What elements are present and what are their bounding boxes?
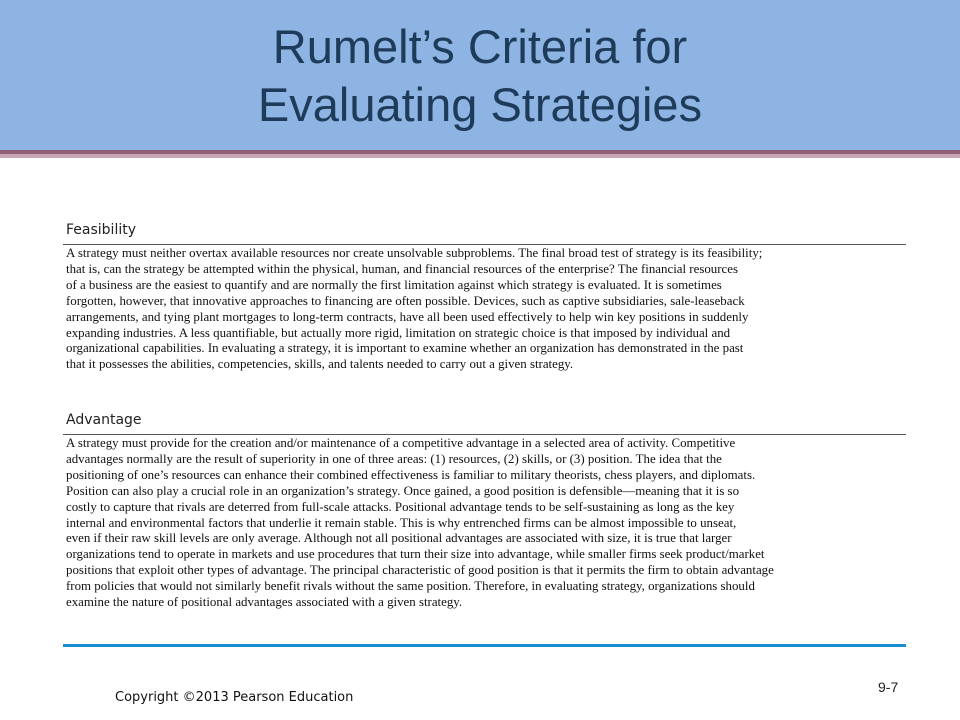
section-body	[63, 436, 906, 611]
title-banner-rule-light	[0, 154, 960, 158]
section-heading: Feasibility	[66, 222, 136, 238]
body-line: examine the nature of positional advantages associated with a given strategy.	[66, 595, 463, 610]
body-line: organizations tend to operate in markets and use procedures that turn their size into advantage, while smaller firms seek product/market	[66, 547, 765, 562]
section-divider	[63, 244, 906, 245]
body-line: internal and environmental factors that underlie it remain stable. This is why entrenched firms can be almost impossible to unseat,	[66, 515, 737, 530]
table-bottom-rule	[63, 644, 906, 647]
section-heading: Advantage	[66, 412, 142, 428]
body-line: positioning of one’s resources can enhance their combined effectiveness is familiar to military theorists, chess players, and diplomats.	[66, 467, 756, 482]
body-line: positions that exploit other types of advantage. The principal characteristic of good position is that it permits the firm to obtain advantage	[66, 563, 774, 578]
section-divider	[63, 434, 906, 435]
body-line: advantages normally are the result of superiority in one of three areas: (1) resources, (2) skills, or (3) position. The idea that the	[66, 451, 722, 466]
page-number: 9-7	[878, 679, 899, 695]
body-line: A strategy must provide for the creation and/or maintenance of a competitive advantage in a selected area of activity. Competitive	[66, 436, 736, 450]
body-line: even if their raw skill levels are only average. Although not all positional advantages are associated with size, it is true that larger	[66, 531, 732, 546]
body-line: costly to capture that rivals are deterred from full-scale attacks. Positional advantage tends to be self-sustaining as long as the key	[66, 499, 735, 514]
body-line: that it possesses the abilities, competencies, skills, and talents needed to carry out a given strategy.	[66, 357, 574, 372]
body-line: from policies that would not similarly benefit rivals without the same position. Therefore, in evaluating strategy, organizations should	[66, 579, 755, 594]
body-line: organizational capabilities. In evaluating a strategy, it is important to examine whether an organization has demonstrated in the past	[66, 341, 744, 356]
advantage-section	[63, 412, 906, 611]
slide-title-line-2: Evaluating Strategies	[257, 78, 703, 131]
body-line: expanding industries. A less quantifiable, but actually more rigid, limitation on strategic choice is that imposed by individual and	[66, 325, 731, 340]
copyright-notice: Copyright ©2013 Pearson Education	[115, 690, 354, 705]
body-line: arrangements, and tying plant mortgages to long-term contracts, have all been used effectively to help win key positions in suddenly	[66, 309, 749, 324]
body-line: that is, can the strategy be attempted within the physical, human, and financial resources of the enterprise? The financial resources	[66, 261, 738, 276]
feasibility-section	[63, 222, 906, 373]
body-line: forgotten, however, that innovative approaches to financing are often possible. Devices, such as captive subsidiaries, sale-leaseback	[66, 293, 745, 308]
body-line: of a business are the easiest to quantify and are normally the first limitation against which strategy is evaluated. It is sometimes	[66, 277, 722, 292]
slide-title	[0, 18, 960, 134]
body-line: Position can also play a crucial role in an organization’s strategy. Once gained, a good position is defensible—meaning that it is so	[66, 483, 740, 498]
body-line: A strategy must neither overtax available resources nor create unsolvable subproblems. The final broad test of strategy is its feasibility;	[66, 246, 763, 260]
slide-title-line-1: Rumelt’s Criteria for	[272, 20, 688, 73]
section-body	[63, 246, 906, 373]
